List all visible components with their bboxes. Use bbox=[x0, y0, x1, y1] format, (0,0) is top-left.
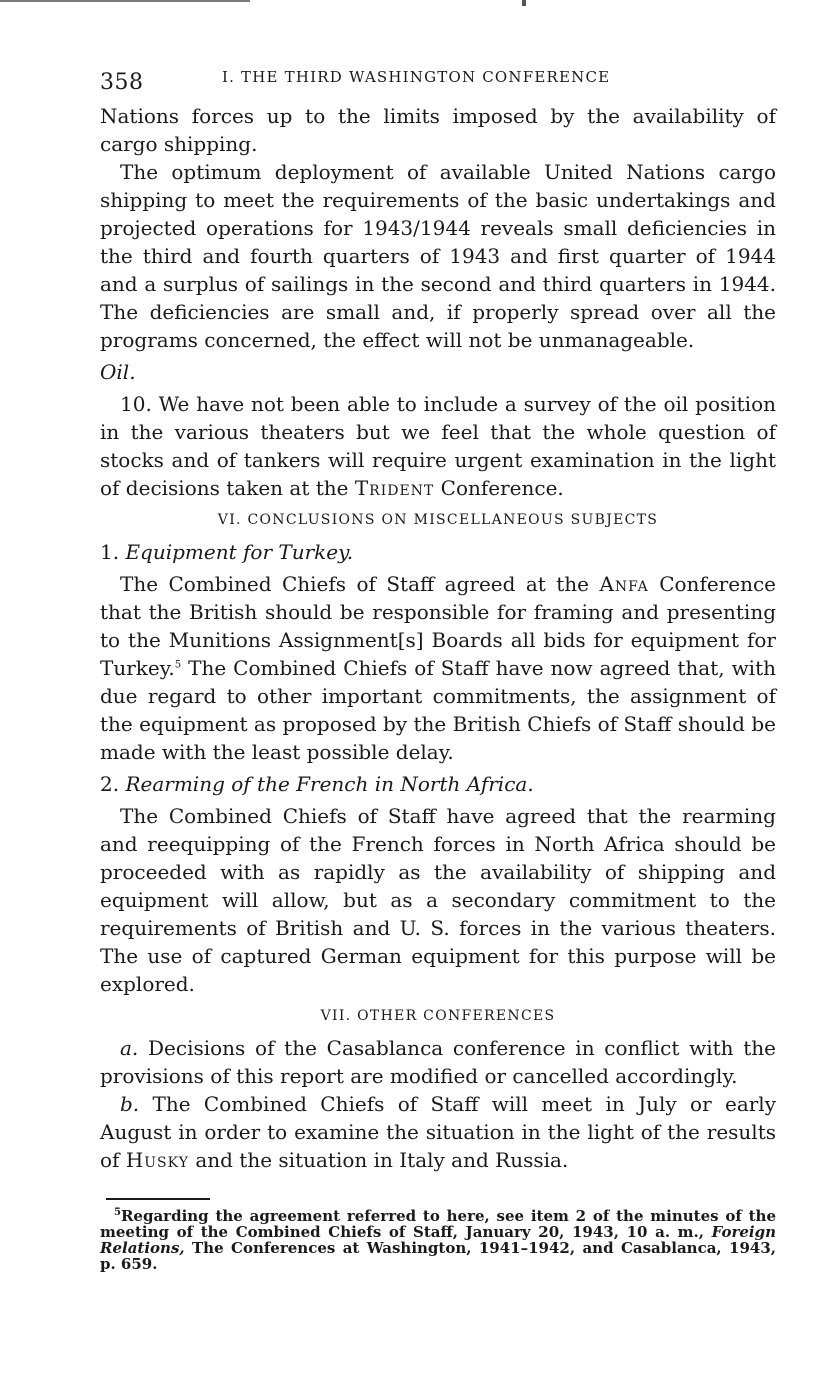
paragraph-oil bbox=[100, 390, 776, 502]
item2-number: 2. bbox=[100, 772, 126, 796]
footnote-marker: 5 bbox=[114, 1207, 121, 1218]
paragraph-turkey bbox=[100, 570, 776, 766]
paragraph-oil-end: Conference. bbox=[434, 476, 564, 500]
paragraph-b bbox=[100, 1090, 776, 1174]
paragraph-a bbox=[100, 1034, 776, 1090]
footnote bbox=[100, 1208, 776, 1272]
footnote-divider bbox=[106, 1198, 210, 1200]
paragraph-continuation: Nations forces up to the limits imposed by the availability of cargo shipping. bbox=[100, 104, 776, 156]
paragraph-shipping: The optimum deployment of available United Nations cargo shipping to meet the requirements of the basic undertakings and projected operations for 1943/1944 reveals small deficiencies in the third and fourth quarters of 1943 and first quarter of 1944 and a surplus of sailings in the second and third quarters in 1944. The deficiencies are small and, if properly spread over all the programs concerned, the effect will not be unmanageable. bbox=[100, 160, 776, 352]
husky-name: Husky bbox=[125, 1148, 189, 1172]
oil-heading: Oil. bbox=[100, 360, 136, 384]
item1-heading bbox=[100, 538, 776, 566]
section-vii-heading: VII. OTHER CONFERENCES bbox=[320, 1008, 556, 1024]
paragraph-oil-text: 10. We have not been able to include a survey of the oil position in the various theaters but we feel that the whole question of stocks and of tankers will require urgent examination in the light of decisions taken at the bbox=[100, 392, 776, 500]
paragraph-french: The Combined Chiefs of Staff have agreed that the rearming and reequipping of the French forces in North Africa should be proceeded with as rapidly as the availability of shipping and equipment will allow, but as a secondary commitment to the requirements of British and U. S. forces in the various theaters. The use of captured German equipment for this purpose will be explored. bbox=[100, 804, 776, 996]
running-head: I. THE THIRD WASHINGTON CONFERENCE bbox=[222, 68, 611, 86]
page-number: 358 bbox=[100, 70, 144, 95]
paragraph-turkey-end: The Combined Chiefs of Staff have now agreed that, with due regard to other important commitments, the assignment of the equipment as proposed by the British Chiefs of Staff should be made with the least possible delay. bbox=[100, 656, 776, 764]
scan-mark bbox=[522, 0, 526, 6]
item2-heading bbox=[100, 770, 776, 798]
paragraph-b-letter: b. bbox=[120, 1092, 140, 1116]
paragraph-b-end: and the situation in Italy and Russia. bbox=[188, 1148, 569, 1172]
paragraph-a-letter: a. bbox=[120, 1036, 139, 1060]
footnote-text: Regarding the agreement referred to here, see item 2 of the minutes of the meeting of the Combined Chiefs of Staff, January 20, 1943, 10 a. m., bbox=[100, 1207, 776, 1241]
item1-number: 1. bbox=[100, 540, 126, 564]
anfa-name: Anfa bbox=[599, 572, 649, 596]
page-header bbox=[100, 62, 776, 102]
trident-name: Trident bbox=[354, 476, 435, 500]
paragraph-b-text: The Combined Chiefs of Staff will meet in July or early August in order to examine the situation in the light of the results of bbox=[100, 1092, 776, 1172]
scan-edge-line bbox=[0, 0, 250, 2]
section-vi-heading: VI. CONCLUSIONS ON MISCELLANEOUS SUBJECTS bbox=[217, 512, 659, 528]
paragraph-a-text: Decisions of the Casablanca conference in conflict with the provisions of this report are modified or cancelled accordingly. bbox=[100, 1036, 776, 1088]
item2-title: Rearming of the French in North Africa. bbox=[125, 772, 534, 796]
footnote-text-end: The Conferences at Washington, 1941–1942, and Casablanca, 1943, p. 659. bbox=[100, 1239, 776, 1273]
item1-title: Equipment for Turkey. bbox=[125, 540, 354, 564]
paragraph-turkey-mid: Conference that the British should be responsible for framing and presenting to the Munitions Assignment[s] Boards all bids for equipment for Turkey. bbox=[100, 572, 776, 680]
footnote-italic: Foreign Relations, bbox=[100, 1223, 776, 1257]
document-page bbox=[100, 62, 776, 1272]
footnote-reference: 5 bbox=[174, 659, 182, 671]
paragraph-turkey-start: The Combined Chiefs of Staff agreed at the bbox=[120, 572, 600, 596]
